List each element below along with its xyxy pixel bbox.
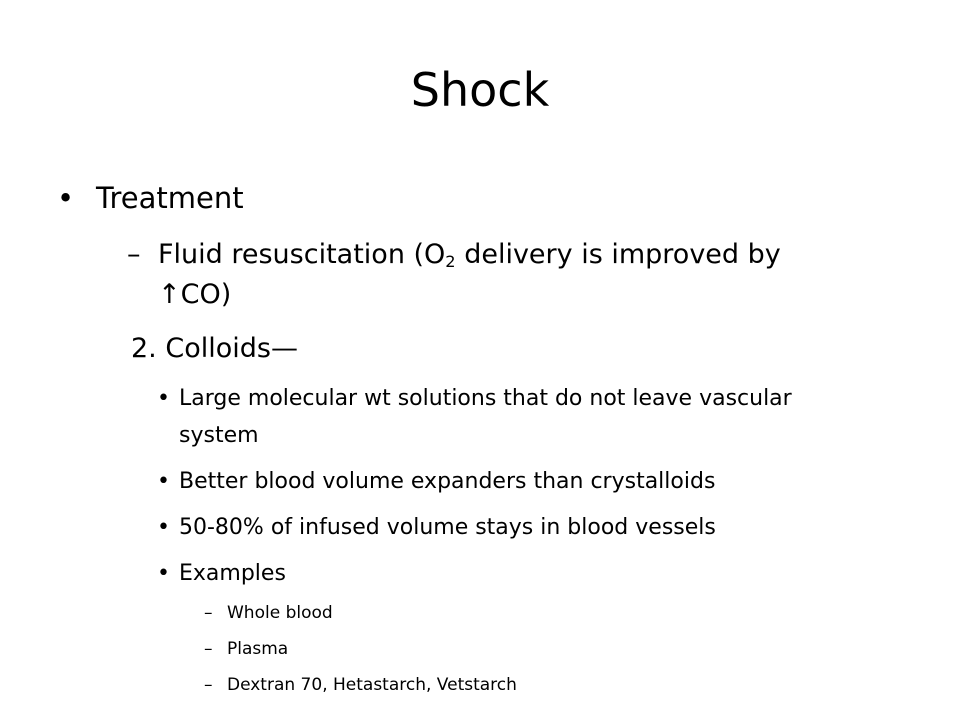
bullet-dot: • [157, 386, 170, 411]
colloids-heading: 2. Colloids— [131, 333, 298, 364]
fluid-text-prefix: Fluid resuscitation (O [158, 239, 446, 270]
dash-marker: – [204, 639, 213, 659]
fluid-text-suffix: delivery is improved by [455, 239, 781, 270]
point-infused-volume: 50-80% of infused volume stays in blood vessels [179, 515, 716, 540]
point-examples: Examples [179, 561, 286, 586]
bullet-dot: • [157, 515, 170, 540]
bullet-dot: • [157, 561, 170, 586]
point-large-molecular-continued: system [179, 423, 259, 448]
point-volume-expanders: Better blood volume expanders than crystalloids [179, 469, 716, 494]
fluid-resuscitation-line [158, 236, 781, 274]
dash-marker: – [127, 239, 141, 270]
point-large-molecular: Large molecular wt solutions that do not leave vascular [179, 386, 792, 411]
bullet-treatment: Treatment [96, 181, 244, 215]
dash-marker: – [204, 675, 213, 695]
bullet-dot: • [157, 469, 170, 494]
bullet-dot: • [57, 181, 75, 215]
example-item: Dextran 70, Hetastarch, Vetstarch [227, 675, 517, 695]
example-item: Plasma [227, 639, 289, 659]
fluid-continuation: ↑CO) [158, 279, 232, 310]
example-item: Whole blood [227, 603, 333, 623]
dash-marker: – [204, 603, 213, 623]
o2-subscript: 2 [445, 252, 456, 272]
slide-title: Shock [410, 63, 550, 117]
